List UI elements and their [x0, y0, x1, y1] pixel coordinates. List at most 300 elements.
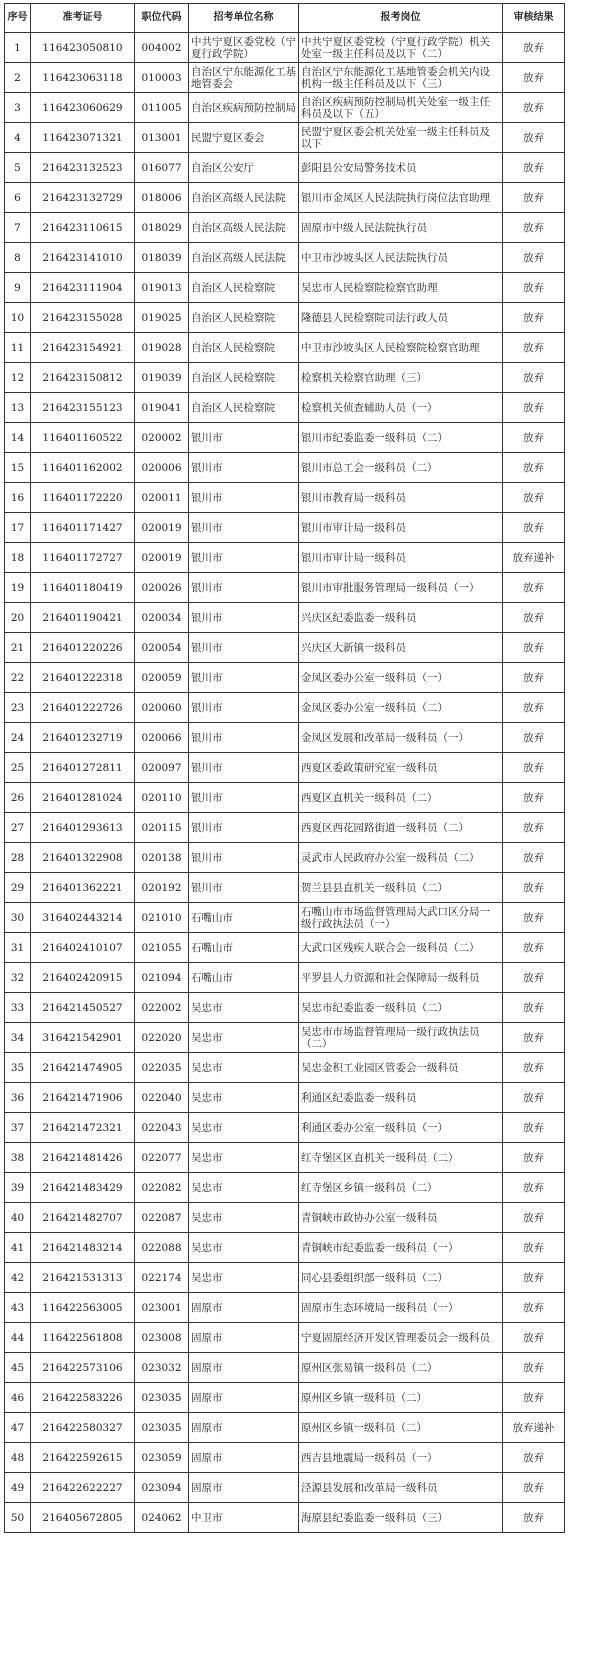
- exam-number: 116401160522: [31, 423, 135, 453]
- table-row: [5, 1113, 565, 1143]
- table-row: [5, 573, 565, 603]
- position-name: 银川市教育局一级科员: [299, 483, 503, 513]
- review-result: 放弃: [503, 903, 565, 933]
- position-code: 004002: [135, 33, 189, 63]
- review-result: 放弃: [503, 213, 565, 243]
- unit-name: 银川市: [189, 543, 299, 573]
- row-index: 32: [5, 963, 31, 993]
- exam-number: 216423132523: [31, 153, 135, 183]
- row-index: 24: [5, 723, 31, 753]
- row-index: 37: [5, 1113, 31, 1143]
- table-row: [5, 873, 565, 903]
- table-row: [5, 903, 565, 933]
- exam-number: 216423155123: [31, 393, 135, 423]
- exam-number: 216401222726: [31, 693, 135, 723]
- row-index: 49: [5, 1473, 31, 1503]
- position-code: 019028: [135, 333, 189, 363]
- review-result: 放弃: [503, 1203, 565, 1233]
- table-row: [5, 1083, 565, 1113]
- row-index: 47: [5, 1413, 31, 1443]
- table-row: [5, 213, 565, 243]
- table-row: [5, 93, 565, 123]
- exam-number: 216421483214: [31, 1233, 135, 1263]
- position-code: 011005: [135, 93, 189, 123]
- unit-name: 银川市: [189, 813, 299, 843]
- review-result: 放弃: [503, 1173, 565, 1203]
- position-code: 022043: [135, 1113, 189, 1143]
- exam-number: 216421474905: [31, 1053, 135, 1083]
- unit-name: 自治区人民检察院: [189, 363, 299, 393]
- row-index: 22: [5, 663, 31, 693]
- exam-number: 216401281024: [31, 783, 135, 813]
- position-code: 020019: [135, 513, 189, 543]
- position-code: 013001: [135, 123, 189, 153]
- review-result: 放弃: [503, 993, 565, 1023]
- row-index: 12: [5, 363, 31, 393]
- review-result: 放弃: [503, 1143, 565, 1173]
- exam-number: 216421482707: [31, 1203, 135, 1233]
- table-header-row: [5, 4, 565, 33]
- header-exam-number: 准考证号: [31, 4, 135, 33]
- exam-number: 116422561808: [31, 1323, 135, 1353]
- exam-number: 216401190421: [31, 603, 135, 633]
- row-index: 21: [5, 633, 31, 663]
- table-row: [5, 1383, 565, 1413]
- exam-number: 216405672805: [31, 1503, 135, 1533]
- row-index: 46: [5, 1383, 31, 1413]
- row-index: 31: [5, 933, 31, 963]
- exam-number: 216422583226: [31, 1383, 135, 1413]
- unit-name: 银川市: [189, 723, 299, 753]
- unit-name: 中卫市: [189, 1503, 299, 1533]
- table-row: [5, 1443, 565, 1473]
- position-code: 022088: [135, 1233, 189, 1263]
- position-name: 中卫市沙坡头区人民法院执行员: [299, 243, 503, 273]
- row-index: 18: [5, 543, 31, 573]
- table-row: [5, 813, 565, 843]
- exam-number: 216401322908: [31, 843, 135, 873]
- table-row: [5, 723, 565, 753]
- review-result: 放弃: [503, 723, 565, 753]
- position-code: 019013: [135, 273, 189, 303]
- unit-name: 吴忠市: [189, 1113, 299, 1143]
- unit-name: 固原市: [189, 1413, 299, 1443]
- position-code: 020054: [135, 633, 189, 663]
- position-name: 吴忠市市场监督管理局一级行政执法员（二）: [299, 1023, 503, 1053]
- exam-number: 116401162002: [31, 453, 135, 483]
- table-row: [5, 1503, 565, 1533]
- unit-name: 中共宁夏区委党校（宁夏行政学院）: [189, 33, 299, 63]
- unit-name: 吴忠市: [189, 1173, 299, 1203]
- row-index: 1: [5, 33, 31, 63]
- review-result: 放弃递补: [503, 1413, 565, 1443]
- exam-number: 216422592615: [31, 1443, 135, 1473]
- exam-number: 216421471906: [31, 1083, 135, 1113]
- position-name: 西吉县地震局一级科员（一）: [299, 1443, 503, 1473]
- table-row: [5, 303, 565, 333]
- position-name: 吴忠市纪委监委一级科员（二）: [299, 993, 503, 1023]
- unit-name: 银川市: [189, 783, 299, 813]
- review-result: 放弃: [503, 1293, 565, 1323]
- position-name: 平罗县人力资源和社会保障局一级科员: [299, 963, 503, 993]
- exam-number: 116401171427: [31, 513, 135, 543]
- review-result: 放弃: [503, 753, 565, 783]
- position-code: 020110: [135, 783, 189, 813]
- table-row: [5, 1323, 565, 1353]
- unit-name: 自治区公安厅: [189, 153, 299, 183]
- unit-name: 银川市: [189, 513, 299, 543]
- position-name: 宁夏固原经济开发区管理委员会一级科员: [299, 1323, 503, 1353]
- position-name: 固原市生态环境局一级科员（一）: [299, 1293, 503, 1323]
- row-index: 40: [5, 1203, 31, 1233]
- review-result: 放弃: [503, 963, 565, 993]
- position-name: 海原县纪委监委一级科员（三）: [299, 1503, 503, 1533]
- position-code: 022077: [135, 1143, 189, 1173]
- table-row: [5, 1263, 565, 1293]
- unit-name: 吴忠市: [189, 1203, 299, 1233]
- table-row: [5, 63, 565, 93]
- row-index: 39: [5, 1173, 31, 1203]
- review-result: 放弃: [503, 243, 565, 273]
- review-result: 放弃: [503, 303, 565, 333]
- position-name: 固原市中级人民法院执行员: [299, 213, 503, 243]
- position-name: 西夏区直机关一级科员（二）: [299, 783, 503, 813]
- exam-number: 216401362221: [31, 873, 135, 903]
- position-code: 021055: [135, 933, 189, 963]
- unit-name: 吴忠市: [189, 1053, 299, 1083]
- table-row: [5, 363, 565, 393]
- review-result: 放弃: [503, 573, 565, 603]
- table-row: [5, 423, 565, 453]
- position-name: 中共宁夏区委党校（宁夏行政学院）机关处室一级主任科员及以下（二）: [299, 33, 503, 63]
- exam-number: 216401272811: [31, 753, 135, 783]
- review-result: 放弃: [503, 333, 565, 363]
- position-code: 023035: [135, 1383, 189, 1413]
- exam-number: 216422580327: [31, 1413, 135, 1443]
- review-result: 放弃: [503, 153, 565, 183]
- position-code: 020002: [135, 423, 189, 453]
- position-code: 019025: [135, 303, 189, 333]
- position-name: 原州区乡镇一级科员（二）: [299, 1383, 503, 1413]
- position-code: 020192: [135, 873, 189, 903]
- position-code: 023032: [135, 1353, 189, 1383]
- position-code: 020011: [135, 483, 189, 513]
- position-name: 银川市审批服务管理局一级科员（一）: [299, 573, 503, 603]
- review-result: 放弃: [503, 1083, 565, 1113]
- review-result: 放弃: [503, 33, 565, 63]
- review-result: 放弃: [503, 273, 565, 303]
- unit-name: 银川市: [189, 843, 299, 873]
- review-result: 放弃: [503, 1053, 565, 1083]
- unit-name: 自治区高级人民法院: [189, 183, 299, 213]
- table-row: [5, 783, 565, 813]
- position-code: 020034: [135, 603, 189, 633]
- table-row: [5, 483, 565, 513]
- position-code: 020006: [135, 453, 189, 483]
- position-name: 金凤区委办公室一级科员（二）: [299, 693, 503, 723]
- unit-name: 固原市: [189, 1293, 299, 1323]
- position-name: 彭阳县公安局警务技术员: [299, 153, 503, 183]
- row-index: 9: [5, 273, 31, 303]
- position-code: 010003: [135, 63, 189, 93]
- table-row: [5, 933, 565, 963]
- position-name: 中卫市沙坡头区人民检察院检察官助理: [299, 333, 503, 363]
- position-code: 016077: [135, 153, 189, 183]
- row-index: 45: [5, 1353, 31, 1383]
- table-row: [5, 993, 565, 1023]
- review-result: 放弃: [503, 123, 565, 153]
- position-name: 贺兰县县直机关一级科员（二）: [299, 873, 503, 903]
- position-name: 银川市审计局一级科员: [299, 513, 503, 543]
- review-result: 放弃: [503, 813, 565, 843]
- row-index: 36: [5, 1083, 31, 1113]
- review-result: 放弃: [503, 1023, 565, 1053]
- exam-number: 216423155028: [31, 303, 135, 333]
- position-code: 018039: [135, 243, 189, 273]
- unit-name: 自治区人民检察院: [189, 303, 299, 333]
- row-index: 50: [5, 1503, 31, 1533]
- row-index: 8: [5, 243, 31, 273]
- row-index: 6: [5, 183, 31, 213]
- review-result: 放弃递补: [503, 543, 565, 573]
- review-result: 放弃: [503, 423, 565, 453]
- unit-name: 自治区宁东能源化工基地管委会: [189, 63, 299, 93]
- table-row: [5, 153, 565, 183]
- table-row: [5, 1353, 565, 1383]
- position-name: 自治区宁东能源化工基地管委会机关内设机构一级主任科员及以下（三）: [299, 63, 503, 93]
- exam-number: 216422622227: [31, 1473, 135, 1503]
- review-result: 放弃: [503, 1323, 565, 1353]
- position-code: 020097: [135, 753, 189, 783]
- review-result: 放弃: [503, 663, 565, 693]
- unit-name: 银川市: [189, 873, 299, 903]
- row-index: 34: [5, 1023, 31, 1053]
- unit-name: 固原市: [189, 1473, 299, 1503]
- exam-number: 216402410107: [31, 933, 135, 963]
- position-code: 023008: [135, 1323, 189, 1353]
- table-row: [5, 1413, 565, 1443]
- review-result: 放弃: [503, 1263, 565, 1293]
- unit-name: 石嘴山市: [189, 963, 299, 993]
- position-name: 大武口区残疾人联合会一级科员（二）: [299, 933, 503, 963]
- table-row: [5, 843, 565, 873]
- unit-name: 银川市: [189, 663, 299, 693]
- exam-number: 216423132729: [31, 183, 135, 213]
- review-result: 放弃: [503, 843, 565, 873]
- unit-name: 银川市: [189, 573, 299, 603]
- position-name: 吴忠市人民检察院检察官助理: [299, 273, 503, 303]
- review-result: 放弃: [503, 1473, 565, 1503]
- review-result: 放弃: [503, 1113, 565, 1143]
- row-index: 4: [5, 123, 31, 153]
- table-row: [5, 1053, 565, 1083]
- position-code: 022020: [135, 1023, 189, 1053]
- exam-number: 216401293613: [31, 813, 135, 843]
- row-index: 38: [5, 1143, 31, 1173]
- position-name: 自治区疾病预防控制局机关处室一级主任科员及以下（五）: [299, 93, 503, 123]
- position-name: 西夏区西花园路街道一级科员（二）: [299, 813, 503, 843]
- position-code: 020059: [135, 663, 189, 693]
- exam-number: 216423154921: [31, 333, 135, 363]
- table-row: [5, 1143, 565, 1173]
- row-index: 20: [5, 603, 31, 633]
- row-index: 16: [5, 483, 31, 513]
- position-name: 银川市审计局一级科员: [299, 543, 503, 573]
- row-index: 19: [5, 573, 31, 603]
- unit-name: 吴忠市: [189, 1263, 299, 1293]
- table-row: [5, 753, 565, 783]
- unit-name: 石嘴山市: [189, 933, 299, 963]
- position-name: 吴忠金积工业园区管委会一级科员: [299, 1053, 503, 1083]
- row-index: 33: [5, 993, 31, 1023]
- position-code: 022174: [135, 1263, 189, 1293]
- review-result: 放弃: [503, 1383, 565, 1413]
- exam-number: 116401172727: [31, 543, 135, 573]
- table-row: [5, 633, 565, 663]
- table-row: [5, 453, 565, 483]
- unit-name: 自治区疾病预防控制局: [189, 93, 299, 123]
- table-row: [5, 333, 565, 363]
- exam-number: 216421531313: [31, 1263, 135, 1293]
- position-code: 020138: [135, 843, 189, 873]
- exam-number: 216421483429: [31, 1173, 135, 1203]
- review-result: 放弃: [503, 513, 565, 543]
- unit-name: 银川市: [189, 633, 299, 663]
- review-result: 放弃: [503, 483, 565, 513]
- position-code: 018029: [135, 213, 189, 243]
- header-position: 报考岗位: [299, 4, 503, 33]
- position-name: 灵武市人民政府办公室一级科员（二）: [299, 843, 503, 873]
- position-code: 022002: [135, 993, 189, 1023]
- row-index: 28: [5, 843, 31, 873]
- position-name: 同心县委组织部一级科员（二）: [299, 1263, 503, 1293]
- position-name: 银川市金凤区人民法院执行岗位法官助理: [299, 183, 503, 213]
- position-code: 020060: [135, 693, 189, 723]
- table-row: [5, 693, 565, 723]
- header-position-code: 职位代码: [135, 4, 189, 33]
- row-index: 17: [5, 513, 31, 543]
- unit-name: 银川市: [189, 603, 299, 633]
- position-code: 018006: [135, 183, 189, 213]
- table-row: [5, 33, 565, 63]
- table-row: [5, 1023, 565, 1053]
- exam-number: 216401232719: [31, 723, 135, 753]
- unit-name: 自治区高级人民法院: [189, 243, 299, 273]
- table-row: [5, 273, 565, 303]
- exam-number: 116423071321: [31, 123, 135, 153]
- table-row: [5, 1203, 565, 1233]
- row-index: 13: [5, 393, 31, 423]
- table-row: [5, 1473, 565, 1503]
- exam-number: 116401180419: [31, 573, 135, 603]
- table-row: [5, 603, 565, 633]
- review-result: 放弃: [503, 1503, 565, 1533]
- row-index: 35: [5, 1053, 31, 1083]
- row-index: 23: [5, 693, 31, 723]
- row-index: 15: [5, 453, 31, 483]
- review-result: 放弃: [503, 933, 565, 963]
- unit-name: 固原市: [189, 1323, 299, 1353]
- exam-number: 216422573106: [31, 1353, 135, 1383]
- unit-name: 银川市: [189, 453, 299, 483]
- row-index: 26: [5, 783, 31, 813]
- position-code: 023094: [135, 1473, 189, 1503]
- position-name: 金凤区委办公室一级科员（一）: [299, 663, 503, 693]
- row-index: 43: [5, 1293, 31, 1323]
- position-name: 民盟宁夏区委会机关处室一级主任科员及以下: [299, 123, 503, 153]
- position-code: 020066: [135, 723, 189, 753]
- header-review-result: 审核结果: [503, 4, 565, 33]
- position-name: 利通区纪委监委一级科员: [299, 1083, 503, 1113]
- position-code: 022087: [135, 1203, 189, 1233]
- position-code: 019039: [135, 363, 189, 393]
- exam-number: 216423110615: [31, 213, 135, 243]
- position-name: 金凤区发展和改革局一级科员（一）: [299, 723, 503, 753]
- exam-number: 116401172220: [31, 483, 135, 513]
- review-result: 放弃: [503, 693, 565, 723]
- position-code: 022040: [135, 1083, 189, 1113]
- position-name: 检察机关侦查辅助人员（一）: [299, 393, 503, 423]
- row-index: 2: [5, 63, 31, 93]
- table-body: [5, 33, 565, 1533]
- position-code: 023001: [135, 1293, 189, 1323]
- position-name: 检察机关检察官助理（三）: [299, 363, 503, 393]
- unit-name: 吴忠市: [189, 1023, 299, 1053]
- position-name: 原州区乡镇一级科员（二）: [299, 1413, 503, 1443]
- table-row: [5, 1293, 565, 1323]
- table-row: [5, 963, 565, 993]
- position-code: 020115: [135, 813, 189, 843]
- exam-number: 216421450527: [31, 993, 135, 1023]
- table-row: [5, 243, 565, 273]
- exam-number: 216402420915: [31, 963, 135, 993]
- position-name: 利通区委办公室一级科员（一）: [299, 1113, 503, 1143]
- row-index: 44: [5, 1323, 31, 1353]
- position-name: 银川市总工会一级科员（二）: [299, 453, 503, 483]
- position-code: 023035: [135, 1413, 189, 1443]
- position-name: 青铜峡市政协办公室一级科员: [299, 1203, 503, 1233]
- position-code: 020026: [135, 573, 189, 603]
- row-index: 30: [5, 903, 31, 933]
- position-name: 红寺堡区乡镇一级科员（二）: [299, 1173, 503, 1203]
- position-name: 兴庆区纪委监委一级科员: [299, 603, 503, 633]
- position-name: 红寺堡区区直机关一级科员（二）: [299, 1143, 503, 1173]
- unit-name: 固原市: [189, 1383, 299, 1413]
- unit-name: 银川市: [189, 423, 299, 453]
- exam-number: 216421481426: [31, 1143, 135, 1173]
- review-result: 放弃: [503, 1443, 565, 1473]
- exam-number: 216423111904: [31, 273, 135, 303]
- position-code: 021094: [135, 963, 189, 993]
- review-result: 放弃: [503, 393, 565, 423]
- review-result: 放弃: [503, 453, 565, 483]
- review-result: 放弃: [503, 783, 565, 813]
- table-row: [5, 543, 565, 573]
- review-result: 放弃: [503, 63, 565, 93]
- position-code: 020019: [135, 543, 189, 573]
- row-index: 5: [5, 153, 31, 183]
- unit-name: 吴忠市: [189, 993, 299, 1023]
- row-index: 7: [5, 213, 31, 243]
- exam-number: 116423063118: [31, 63, 135, 93]
- position-code: 022035: [135, 1053, 189, 1083]
- review-result: 放弃: [503, 363, 565, 393]
- position-name: 银川市纪委监委一级科员（二）: [299, 423, 503, 453]
- header-index: 序号: [5, 4, 31, 33]
- header-unit-name: 招考单位名称: [189, 4, 299, 33]
- row-index: 14: [5, 423, 31, 453]
- position-name: 隆德县人民检察院司法行政人员: [299, 303, 503, 333]
